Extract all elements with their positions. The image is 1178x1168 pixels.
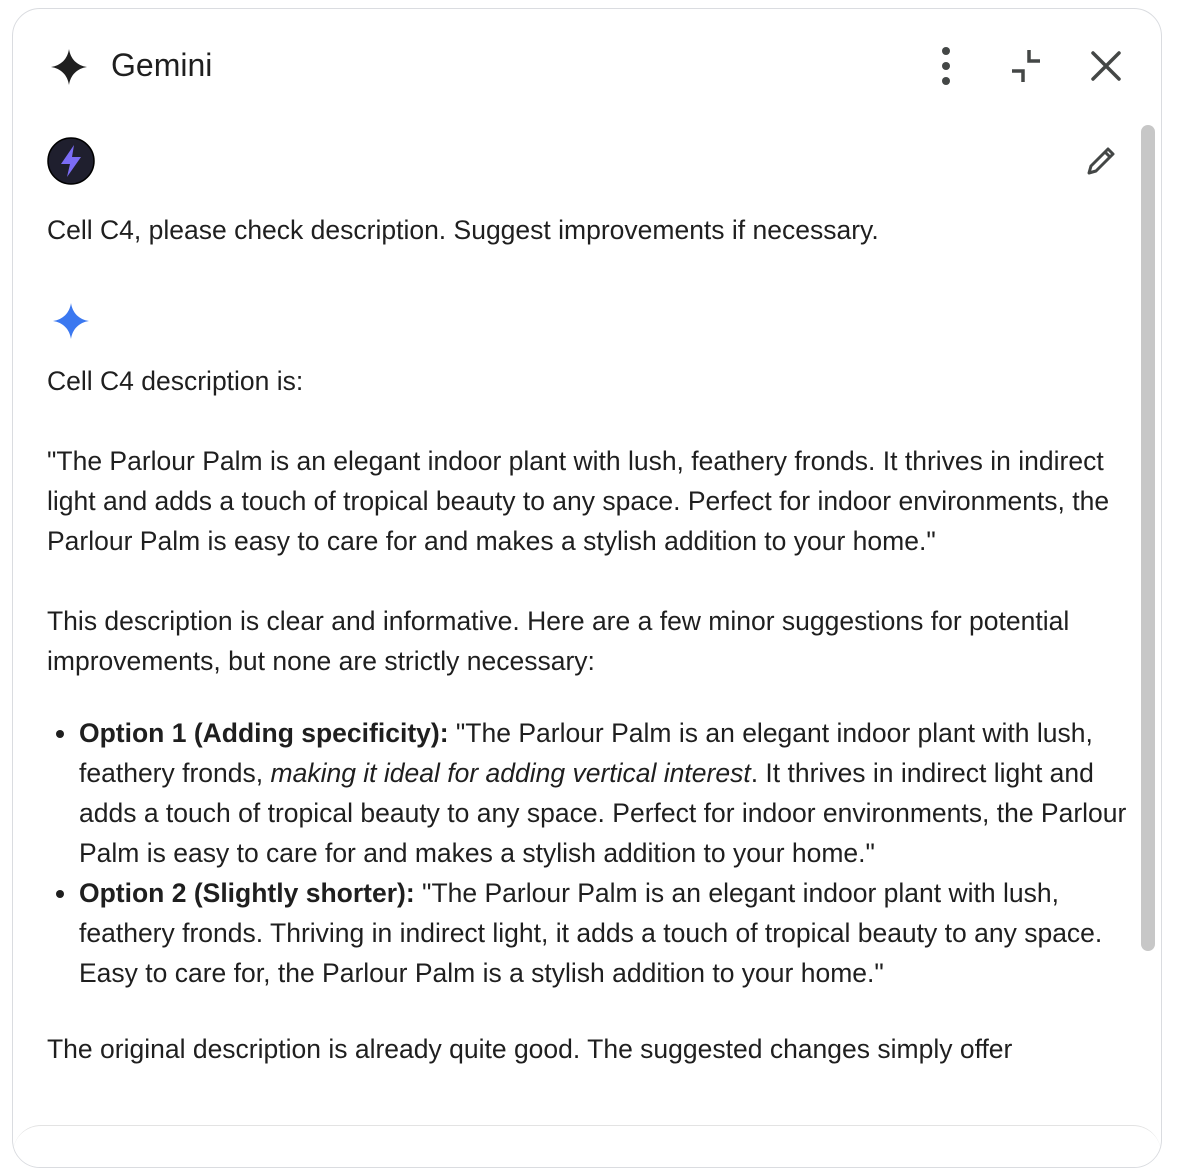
option-text: . It thrives in indirect light and adds a touch of tropical beauty to any space. Perfect for indoor environments, the Parlour Palm is easy to care for and makes a stylish addition to your home." [79,758,1127,868]
gemini-side-panel [12,8,1162,1168]
scrollbar[interactable] [1137,121,1159,1168]
gemini-response [47,361,1127,1069]
edit-prompt-button[interactable] [1081,141,1121,181]
options-list [47,713,1127,993]
input-area [13,1125,1161,1168]
lightning-avatar-icon [47,137,95,185]
option-text: "The Parlour Palm is an elegant indoor plant with lush, feathery fronds. Thriving in indirect light, it adds a touch of tropical beauty to any space. Easy to care for, the Parlour Palm is a stylish addition to your home." [79,878,1103,988]
close-button[interactable] [1081,41,1131,91]
close-icon [1081,41,1131,91]
option-text: "The Parlour Palm is an elegant indoor plant with lush, feathery fronds, [79,718,1093,788]
minimize-icon [1001,41,1051,91]
panel-title: Gemini [111,47,213,83]
option-italic-text: making it ideal for adding vertical interest [270,758,751,788]
user-message: Cell C4, please check description. Suggest improvements if necessary. [47,215,879,245]
option-label: Option 1 (Adding specificity): [79,718,449,748]
list-item [79,713,1127,873]
minimize-button[interactable] [1001,41,1051,91]
response-intro: Cell C4 description is: [47,366,304,396]
response-quote: "The Parlour Palm is an elegant indoor plant with lush, feathery fronds. It thrives in indirect light and adds a touch of tropical beauty to any space. Perfect for indoor environments, the Parlour Palm is easy to care for and makes a stylish addition to your home." [47,446,1110,556]
gemini-sparkle-blue-icon [51,301,91,341]
response-assessment: This description is clear and informative. Here are a few minor suggestions for potential improvements, but none are strictly necessary: [47,606,1070,676]
list-item [79,873,1127,993]
option-label: Option 2 (Slightly shorter): [79,878,415,908]
pencil-icon [1081,141,1121,181]
more-vertical-icon [921,41,971,91]
gemini-sparkle-icon [49,47,89,87]
panel-header [13,9,1161,121]
more-options-button[interactable] [921,41,971,91]
response-closing: The original description is already quite good. The suggested changes simply offer [47,1034,1013,1064]
scrollbar-thumb[interactable] [1141,125,1155,951]
